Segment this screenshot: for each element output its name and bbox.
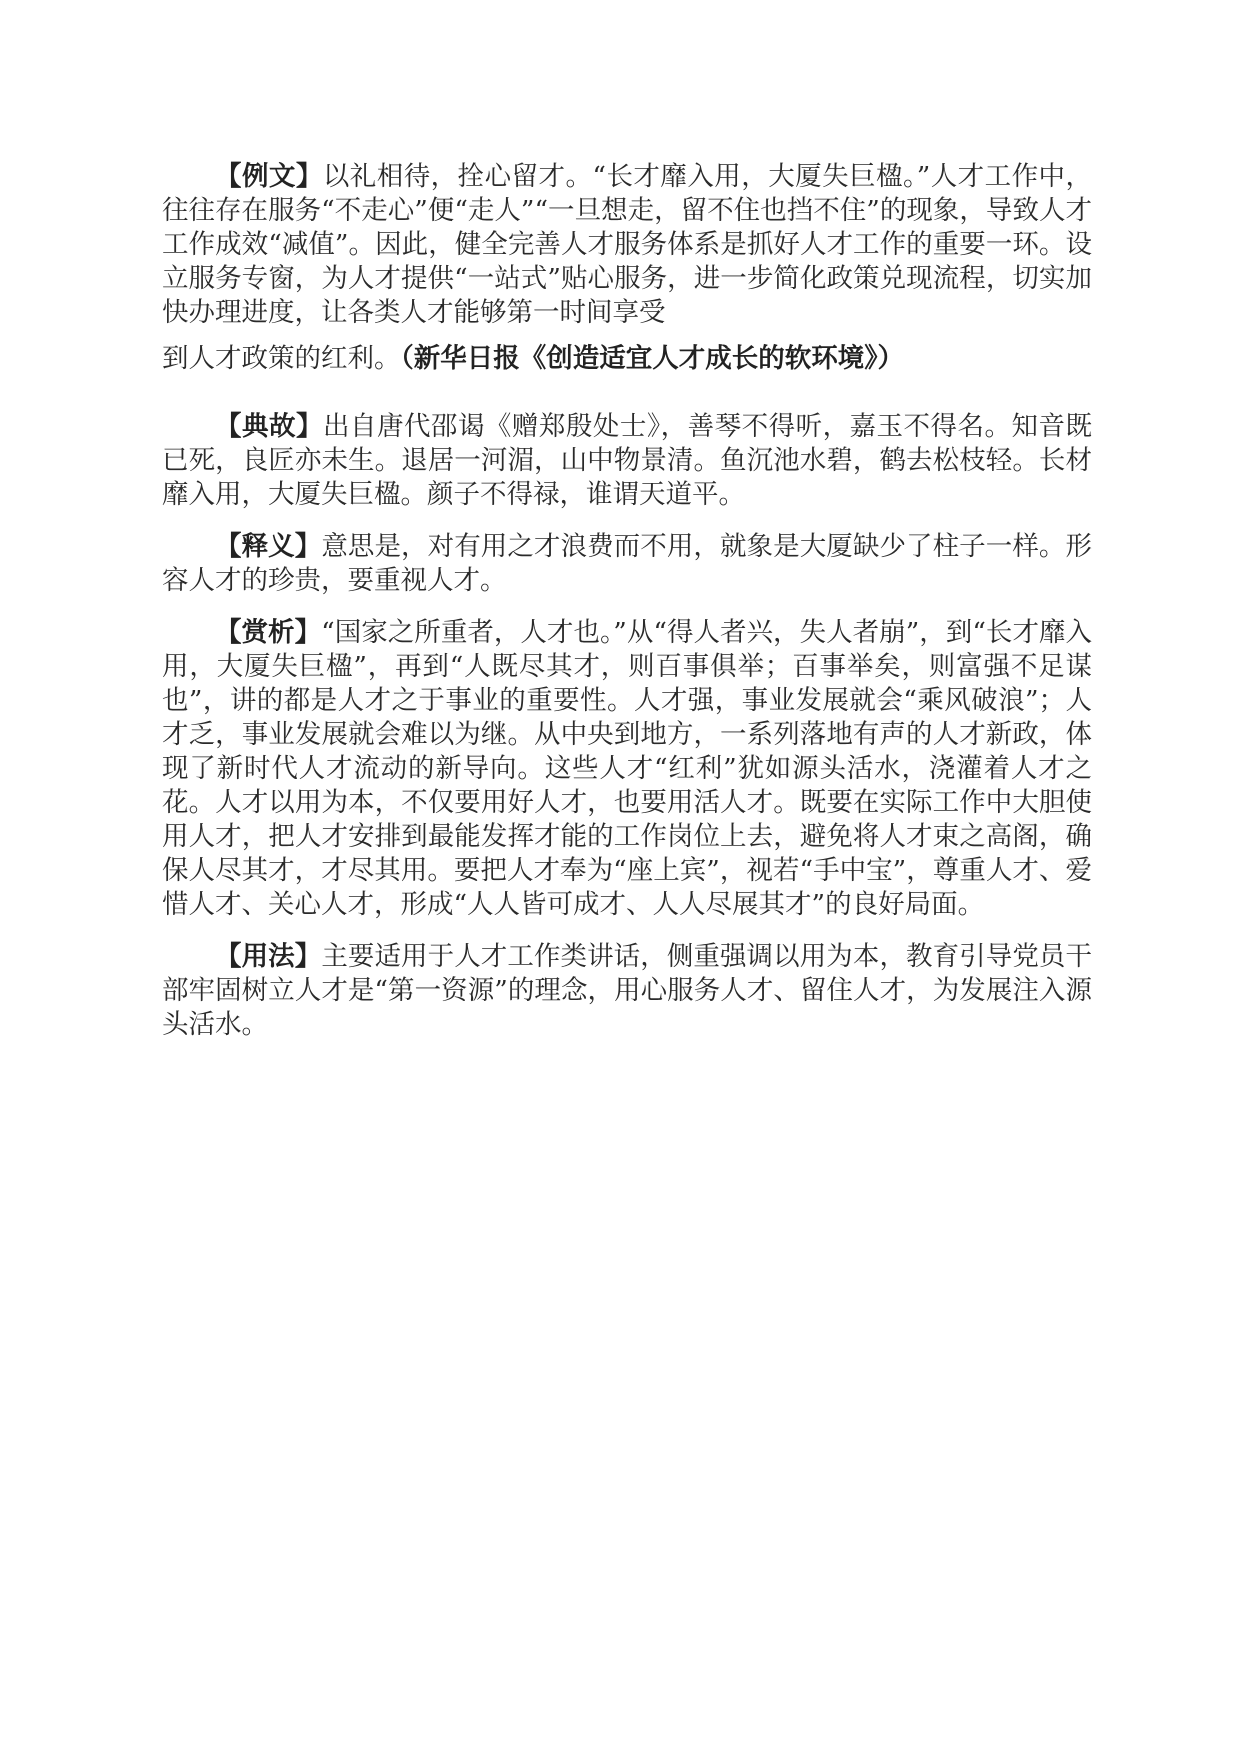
usage-paragraph xyxy=(162,940,1092,1042)
allusion-text: 出自唐代邵谒《赠郑殷处士》，善琴不得听，嘉玉不得名。知音既已死，良匠亦未生。退居一河湄，山中物景清。鱼沉池水碧，鹤去松枝轻。长材靡入用，大厦失巨楹。颜子不得禄，谁谓天道平。 xyxy=(162,411,1092,510)
appreciation-text: “国家之所重者，人才也。”从“得人者兴，失人者崩”，到“长才靡入用，大厦失巨楹”，再到“人既尽其才，则百事俱举；百事举矣，则富强不足谋也”，讲的都是人才之于事业的重要性。人才强，事业发展就会“乘风破浪”；人才乏，事业发展就会难以为继。从中央到地方，一系列落地有声的人才新政，体现了新时代人才流动的新导向。这些人才“红利”犹如源头活水，浇灌着人才之花。人才以用为本，不仅要用好人才，也要用活人才。既要在实际工作中大胆使用人才，把人才安排到最能发挥才能的工作岗位上去，避免将人才束之高阁，确保人尽其才，才尽其用。要把人才奉为“座上宾”，视若“手中宝”，尊重人才、爱惜人才、关心人才，形成“人人皆可成才、人人尽展其才”的良好局面。 xyxy=(162,617,1092,920)
appreciation-label: 【赏析】 xyxy=(215,617,322,648)
meaning-label: 【释义】 xyxy=(215,531,322,562)
example-text: 以礼相待，拴心留才。“长才靡入用，大厦失巨楹。”人才工作中，往往存在服务“不走心”便“走人”“一旦想走，留不住也挡不住”的现象，导致人才工作成效“减值”。因此，健全完善人才服务体系是抓好人才工作的重要一环。设立服务专窗，为人才提供“一站式”贴心服务，进一步简化政策兑现流程，切实加快办理进度，让各类人才能够第一时间享受 xyxy=(162,161,1092,328)
allusion-label: 【典故】 xyxy=(215,411,323,442)
example-label: 【例文】 xyxy=(215,161,323,192)
document-body xyxy=(162,160,1092,1060)
example-paragraph xyxy=(162,160,1092,376)
example-source-line xyxy=(162,342,1092,376)
allusion-paragraph xyxy=(162,410,1092,512)
example-tail: 到人才政策的红利。 xyxy=(162,343,401,374)
usage-label: 【用法】 xyxy=(215,941,322,972)
usage-text: 主要适用于人才工作类讲话，侧重强调以用为本，教育引导党员干部牢固树立人才是“第一资源”的理念，用心服务人才、留住人才，为发展注入源头活水。 xyxy=(162,941,1092,1040)
appreciation-paragraph xyxy=(162,616,1092,922)
meaning-paragraph xyxy=(162,530,1092,598)
meaning-text: 意思是，对有用之才浪费而不用，就象是大厦缺少了柱子一样。形容人才的珍贵，要重视人才。 xyxy=(162,531,1092,596)
example-source: （新华日报《创造适宜人才成长的软环境》） xyxy=(400,343,904,374)
